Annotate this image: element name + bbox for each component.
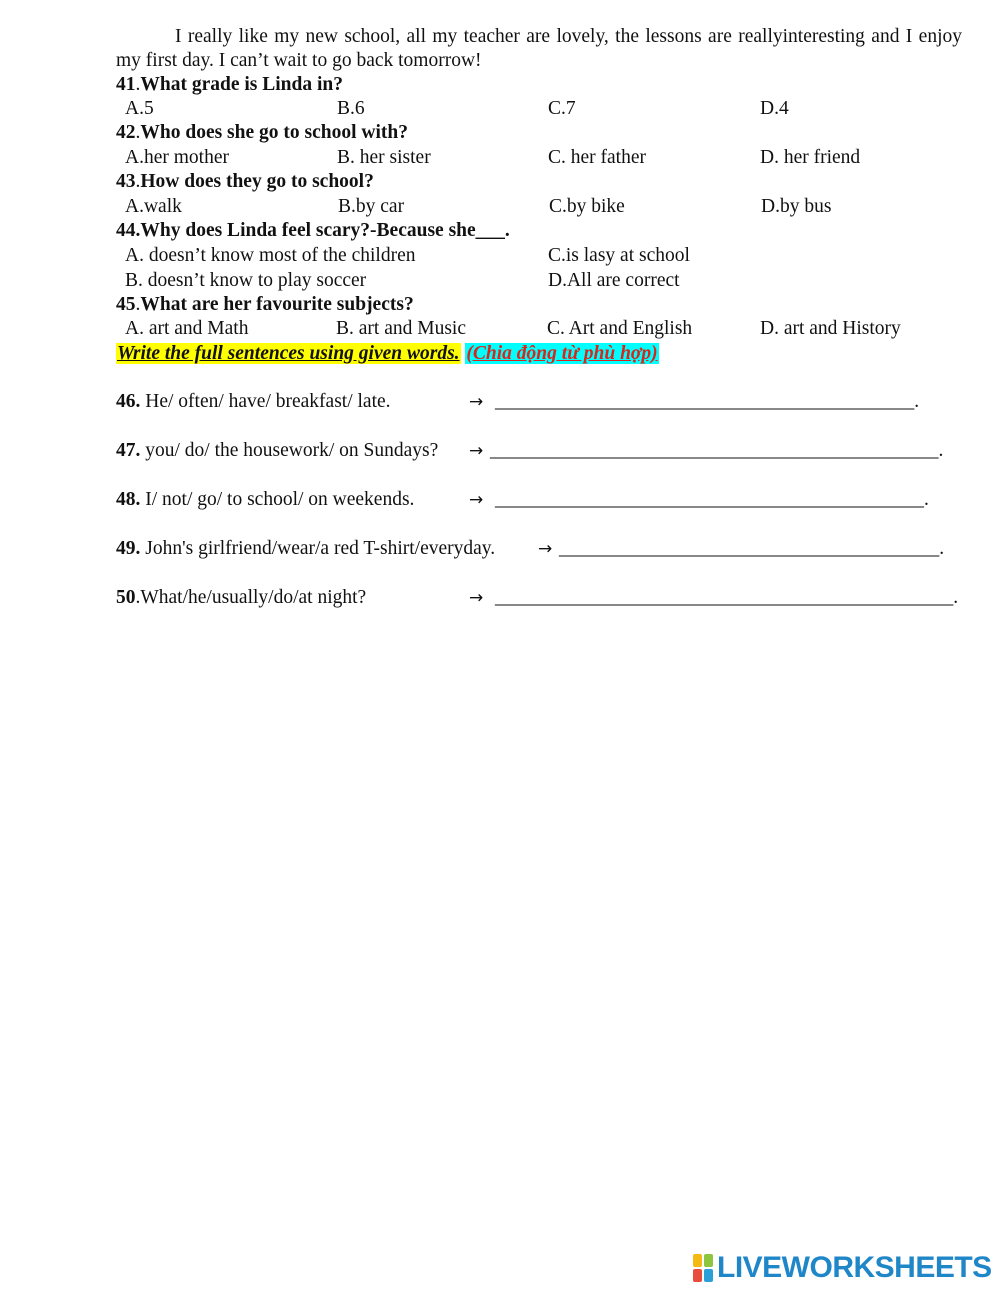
- question-number: 43: [116, 171, 136, 192]
- option-c[interactable]: C.by bike: [549, 196, 625, 217]
- exercise-prompt: .What/he/usually/do/at night?: [135, 587, 367, 608]
- answer-line[interactable]: ______________________________________________.: [490, 440, 944, 461]
- question-number: 41: [116, 74, 136, 95]
- exercise-prompt: you/ do/ the housework/ on Sundays?: [140, 440, 439, 461]
- arrow-icon: →: [469, 588, 484, 608]
- option-c[interactable]: C.7: [548, 98, 576, 119]
- arrow-icon: →: [538, 539, 553, 559]
- question-42: 42.Who does she go to school with?: [116, 122, 408, 143]
- option-b[interactable]: B. art and Music: [336, 318, 466, 339]
- exercise-number: 49.: [116, 538, 141, 559]
- exercise-number: 46.: [116, 391, 141, 412]
- exercise-50: [116, 587, 366, 609]
- option-c[interactable]: C. her father: [548, 147, 646, 168]
- section-instruction: [116, 342, 659, 366]
- option-c[interactable]: C.is lasy at school: [548, 245, 690, 266]
- option-b[interactable]: B. doesn’t know to play soccer: [125, 270, 367, 291]
- option-d[interactable]: D.All are correct: [548, 270, 680, 291]
- liveworksheets-logo: [693, 1253, 992, 1283]
- passage-line-2: enjoy my first day. I can’t wait to go back tomorrow!: [116, 26, 962, 71]
- answer-line[interactable]: ____________________________________________.: [495, 489, 929, 510]
- reading-passage: [116, 25, 962, 73]
- exercise-48: [116, 489, 414, 511]
- option-b[interactable]: B. her sister: [337, 147, 431, 168]
- exercise-prompt: He/ often/ have/ breakfast/ late.: [140, 391, 391, 412]
- option-a[interactable]: A. doesn’t know most of the children: [125, 245, 416, 266]
- exercise-number: 48.: [116, 489, 141, 510]
- arrow-icon: →: [469, 392, 484, 412]
- question-43: 43.How does they go to school?: [116, 171, 374, 192]
- exercise-49: [116, 538, 495, 560]
- question-text: What are her favourite subjects?: [140, 294, 414, 315]
- option-a[interactable]: A. art and Math: [125, 318, 249, 339]
- option-d[interactable]: D.4: [760, 98, 789, 119]
- passage-line-1: I really like my new school, all my teacher are lovely, the lessons are reallyinteresting and I: [175, 26, 913, 47]
- option-a[interactable]: A.her mother: [125, 147, 229, 168]
- option-d[interactable]: D. her friend: [760, 147, 861, 168]
- option-c[interactable]: C. Art and English: [547, 318, 693, 339]
- option-d[interactable]: D.by bus: [761, 196, 832, 217]
- option-a[interactable]: A.walk: [125, 196, 182, 217]
- question-number: 44.: [116, 220, 141, 241]
- arrow-icon: →: [469, 441, 484, 461]
- exercise-46: [116, 391, 391, 413]
- question-text: Who does she go to school with?: [140, 122, 408, 143]
- question-number: 45: [116, 294, 136, 315]
- option-b[interactable]: B.by car: [338, 196, 405, 217]
- exercise-prompt: I/ not/ go/ to school/ on weekends.: [140, 489, 415, 510]
- question-number: 42: [116, 122, 136, 143]
- logo-text: LIVEWORKSHEETS: [717, 1251, 992, 1284]
- instruction-text: Write the full sentences using given words.: [117, 343, 460, 364]
- question-41: 41.What grade is Linda in?: [116, 74, 344, 95]
- question-44: [116, 220, 510, 242]
- question-text: How does they go to school?: [140, 171, 374, 192]
- question-text: Why does Linda feel scary?-Because she___.: [140, 220, 510, 241]
- question-text: What grade is Linda in?: [140, 74, 344, 95]
- instruction-note: (Chia động từ phù hợp): [466, 343, 658, 364]
- exercise-47: [116, 440, 438, 462]
- arrow-icon: →: [469, 490, 484, 510]
- option-d[interactable]: D. art and History: [760, 318, 901, 339]
- logo-mark-icon: [693, 1254, 713, 1282]
- exercise-number: 50: [116, 587, 136, 608]
- answer-line[interactable]: ___________________________________________.: [495, 391, 920, 412]
- option-b[interactable]: B.6: [337, 98, 365, 119]
- exercise-number: 47.: [116, 440, 141, 461]
- question-45: 45.What are her favourite subjects?: [116, 294, 414, 315]
- answer-line[interactable]: _______________________________________________.: [495, 587, 959, 608]
- exercise-prompt: John's girlfriend/wear/a red T-shirt/everyday.: [140, 538, 496, 559]
- answer-line[interactable]: _______________________________________.: [559, 538, 945, 559]
- option-a[interactable]: A.5: [125, 98, 154, 119]
